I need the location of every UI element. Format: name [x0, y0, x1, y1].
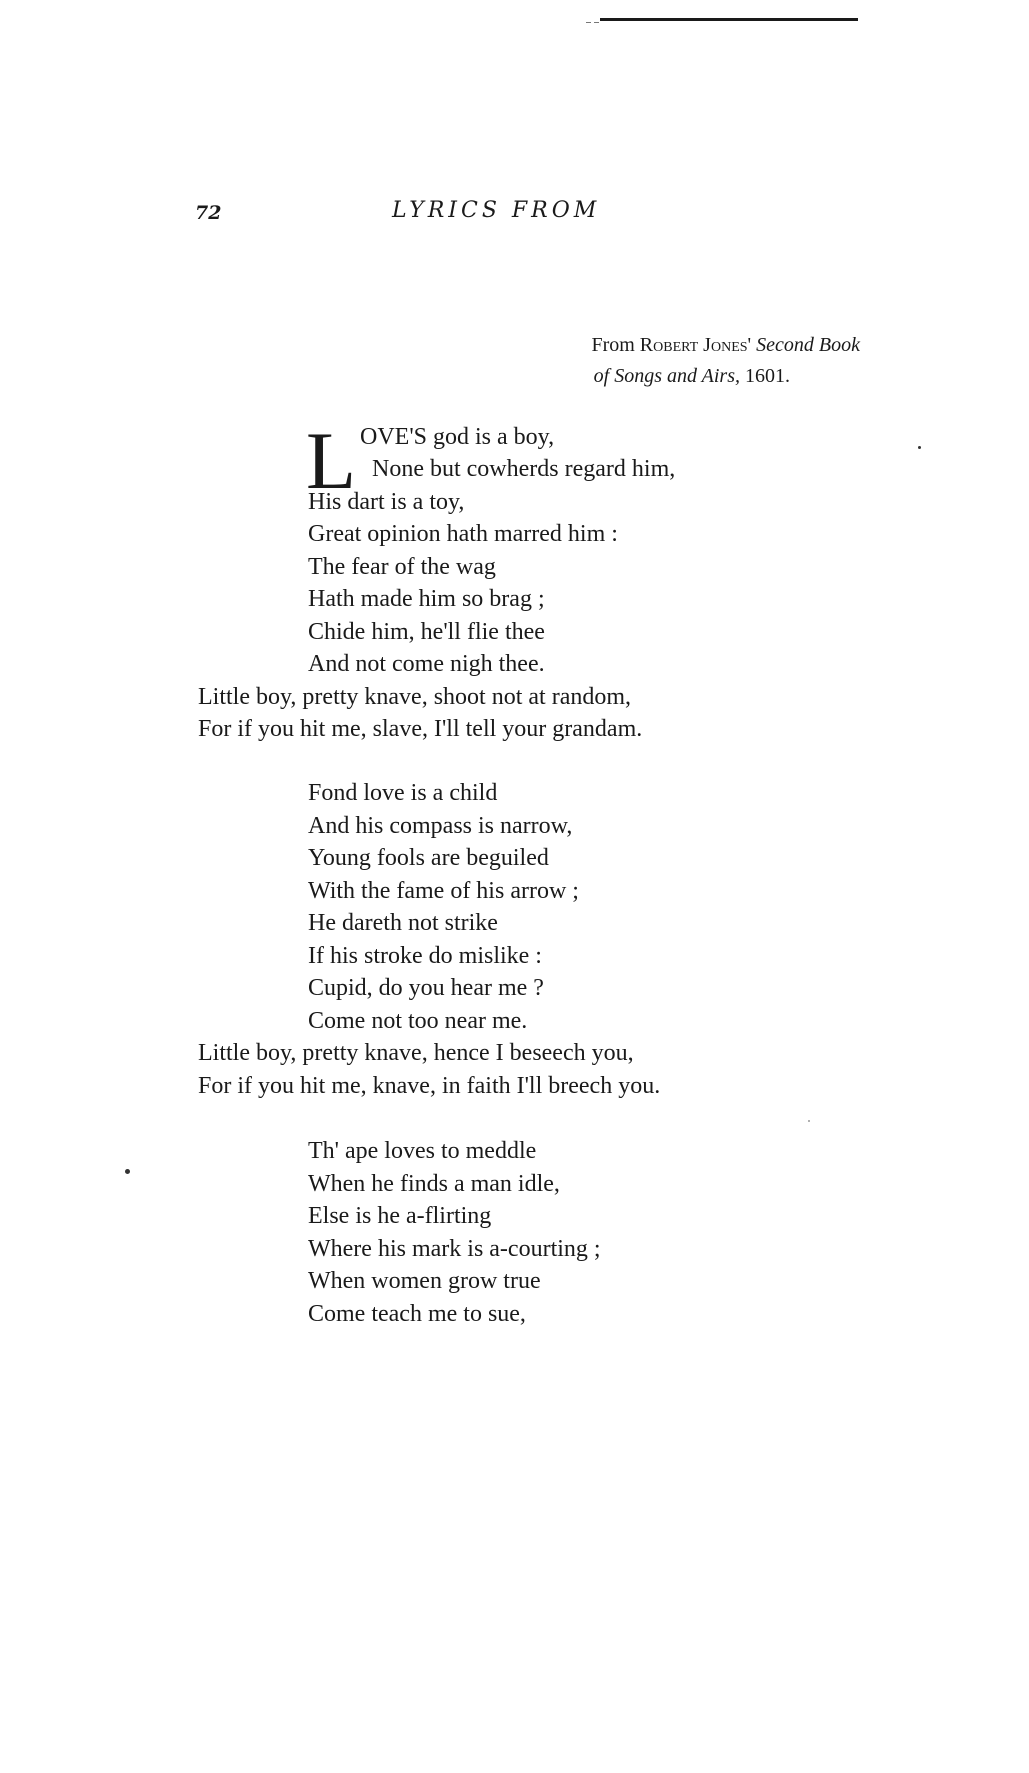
page-number: 72	[195, 202, 222, 224]
ink-speck	[918, 446, 921, 449]
poem-line: Come not too near me.	[308, 1008, 528, 1034]
poem-line: Young fools are beguiled	[308, 845, 549, 871]
refrain-line: Little boy, pretty knave, shoot not at random,	[198, 684, 632, 710]
source-author: Robert Jones'	[639, 334, 752, 356]
top-dash	[594, 22, 599, 23]
source-book-subtitle: of Songs and Airs,	[593, 365, 740, 387]
poem-line: None but cowherds regard him,	[372, 456, 676, 482]
poem-line: Hath made him so brag ;	[308, 586, 545, 612]
top-dash	[586, 22, 591, 23]
refrain-line: For if you hit me, knave, in faith I'll breech you.	[198, 1073, 661, 1099]
poem-line: Come teach me to sue,	[308, 1301, 526, 1327]
source-attribution	[440, 330, 860, 392]
top-rule	[600, 18, 858, 21]
source-line-2	[440, 361, 860, 392]
poem-line: Great opinion hath marred him :	[308, 521, 618, 547]
source-book-title: Second Book	[756, 334, 860, 356]
source-prefix: From	[591, 334, 640, 356]
running-head: LYRICS FROM	[392, 198, 601, 223]
drop-cap: L	[306, 415, 357, 506]
ink-speck	[808, 1120, 810, 1122]
poem-line: His dart is a toy,	[308, 489, 465, 515]
poem-line: When women grow true	[308, 1268, 541, 1294]
source-year: 1601.	[745, 365, 790, 387]
poem-line: Else is he a-flirting	[308, 1203, 492, 1229]
poem-line: He dareth not strike	[308, 910, 498, 936]
poem-line: Cupid, do you hear me ?	[308, 975, 544, 1001]
poem-line: Th' ape loves to meddle	[308, 1138, 537, 1164]
poem-line: The fear of the wag	[308, 554, 496, 580]
poem-line: If his stroke do mislike :	[308, 943, 542, 969]
poem-line: Chide him, he'll flie thee	[308, 619, 545, 645]
poem-line: And his compass is narrow,	[308, 813, 573, 839]
poem-line: OVE'S god is a boy,	[360, 424, 555, 450]
poem-line: With the fame of his arrow ;	[308, 878, 579, 904]
ink-speck	[125, 1169, 130, 1174]
poem-line: Fond love is a child	[308, 780, 498, 806]
poem-line: When he finds a man idle,	[308, 1171, 560, 1197]
poem-line: Where his mark is a-courting ;	[308, 1236, 601, 1262]
refrain-line: Little boy, pretty knave, hence I beseech you,	[198, 1040, 634, 1066]
poem-line: And not come nigh thee.	[308, 651, 545, 677]
source-line-1	[440, 330, 860, 361]
refrain-line: For if you hit me, slave, I'll tell your grandam.	[198, 716, 643, 742]
